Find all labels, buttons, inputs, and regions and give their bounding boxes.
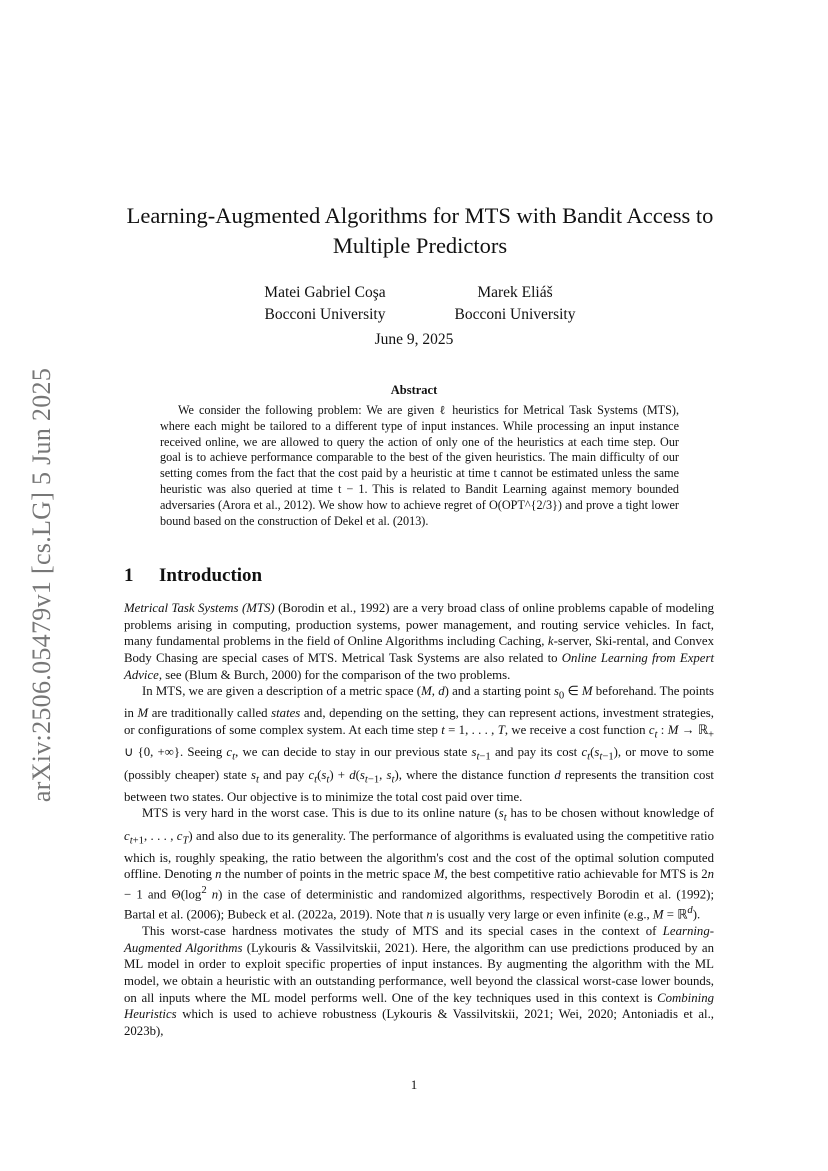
paragraph: This worst-case hardness motivates the study of MTS and its special cases in the context of Learning-Augmented Algorithms (Lykouris & Vassilvitskii, 2021). Here, the algorithm can use predictions produced by an ML model in order to exploit specific properties of input instances. By augmenting the algorithm with the ML model, we obtain a heuristic with an outstanding performance, well beyond the classical worst-case lower bounds, on all inputs where the ML model performs well. One of the key techniques used in this context is Combining Heuristics which is used to achieve robustness (Lykouris & Vassilvitskii, 2021; Wei, 2020; Antoniadis et al., 2023b),: [124, 923, 714, 1038]
paragraph: Metrical Task Systems (MTS) (Borodin et al., 1992) are a very broad class of online problems capable of modeling problems arising in computing, production systems, power management, and routing service vehicles. In fact, many fundamental problems in the field of Online Algorithms including Caching, k-server, Ski-rental, and Convex Body Chasing are special cases of MTS. Metrical Task Systems are also related to Online Learning from Expert Advice, see (Blum & Burch, 2000) for the comparison of the two problems.: [124, 601, 714, 682]
section-heading: [124, 565, 262, 587]
author-block: [230, 282, 420, 326]
paragraph: MTS is very hard in the worst case. This is due to its online nature ($s_t$ has to be chosen without knowledge of $c_{t+1}$, . . . , $c_T$) and also due to its generality. The performance of algorithms is evaluated using the competitive ratio which is, roughly speaking, the ratio between the algorithm's cost and the cost of the optimal solution computed offline. Denoting n the number of points in the metric space M, the best competitive ratio achievable for MTS is 2n − 1 and $\Theta(\log^2$ n) in the case of deterministic and randomized algorithms, respectively Borodin et al. (1992); Bartal et al. (2006); Bubeck et al. (2022a, 2019). Note that n is usually very large or even infinite (e.g., M = ℝ$^d$).: [124, 806, 714, 922]
arxiv-identifier: [22, 350, 62, 820]
paragraph: In MTS, we are given a description of a metric space (M, d) and a starting point $s_0$ ∈ M beforehand. The points in M are traditionally called states and, depending on the setting, they can represent actions, investment strategies, or configurations of some complex system. At each time step t = 1, . . . , T, we receive a cost function $c_t$ : M → ℝ$_+$ ∪ {0, +∞}. Seeing $c_t$, we can decide to stay in our previous state $s_{t-1}$ and pay its cost $c_t(s_{t-1})$, or move to some (possibly cheaper) state $s_t$ and pay $c_t(s_t) + d(s_{t-1}$, $s_t$), where the distance function d represents the transition cost between two states. Our objective is to minimize the total cost paid over time.: [124, 684, 714, 804]
author-block: [420, 282, 610, 326]
author-affiliation: Bocconi University: [454, 306, 576, 323]
author-name: Matei Gabriel Coşa: [264, 284, 386, 301]
section-number: 1: [124, 565, 134, 586]
author-name: Marek Eliáš: [477, 284, 553, 301]
section-title: Introduction: [159, 565, 263, 586]
paper-title: Learning-Augmented Algorithms for MTS with Bandit Access to Multiple Predictors: [126, 203, 714, 258]
abstract-text: We consider the following problem: We are given ℓ heuristics for Metrical Task Systems (MTS), where each might be tailored to a different type of input instances. While processing an input instance received online, we are allowed to query the action of only one of the heuristics at each time step. Our goal is to achieve performance comparable to the best of the given heuristics. The main difficulty of our setting comes from the fact that the cost paid by a heuristic at time t cannot be estimated unless the same heuristic was also queried at time t − 1. This is related to Bandit Learning against memory bounded adversaries (Arora et al., 2012). We show how to achieve regret of O(OPT^{2/3}) and prove a tight lower bound based on the construction of Dekel et al. (2013).: [160, 403, 679, 528]
abstract-heading: Abstract: [390, 383, 438, 397]
publication-date: June 9, 2025: [374, 331, 454, 348]
body-text: [124, 600, 714, 1040]
page-number: 1: [410, 1077, 418, 1092]
arxiv-identifier-text: arXiv:2506.05479v1 [cs.LG] 5 Jun 2025: [27, 367, 56, 803]
author-affiliation: Bocconi University: [264, 306, 386, 323]
